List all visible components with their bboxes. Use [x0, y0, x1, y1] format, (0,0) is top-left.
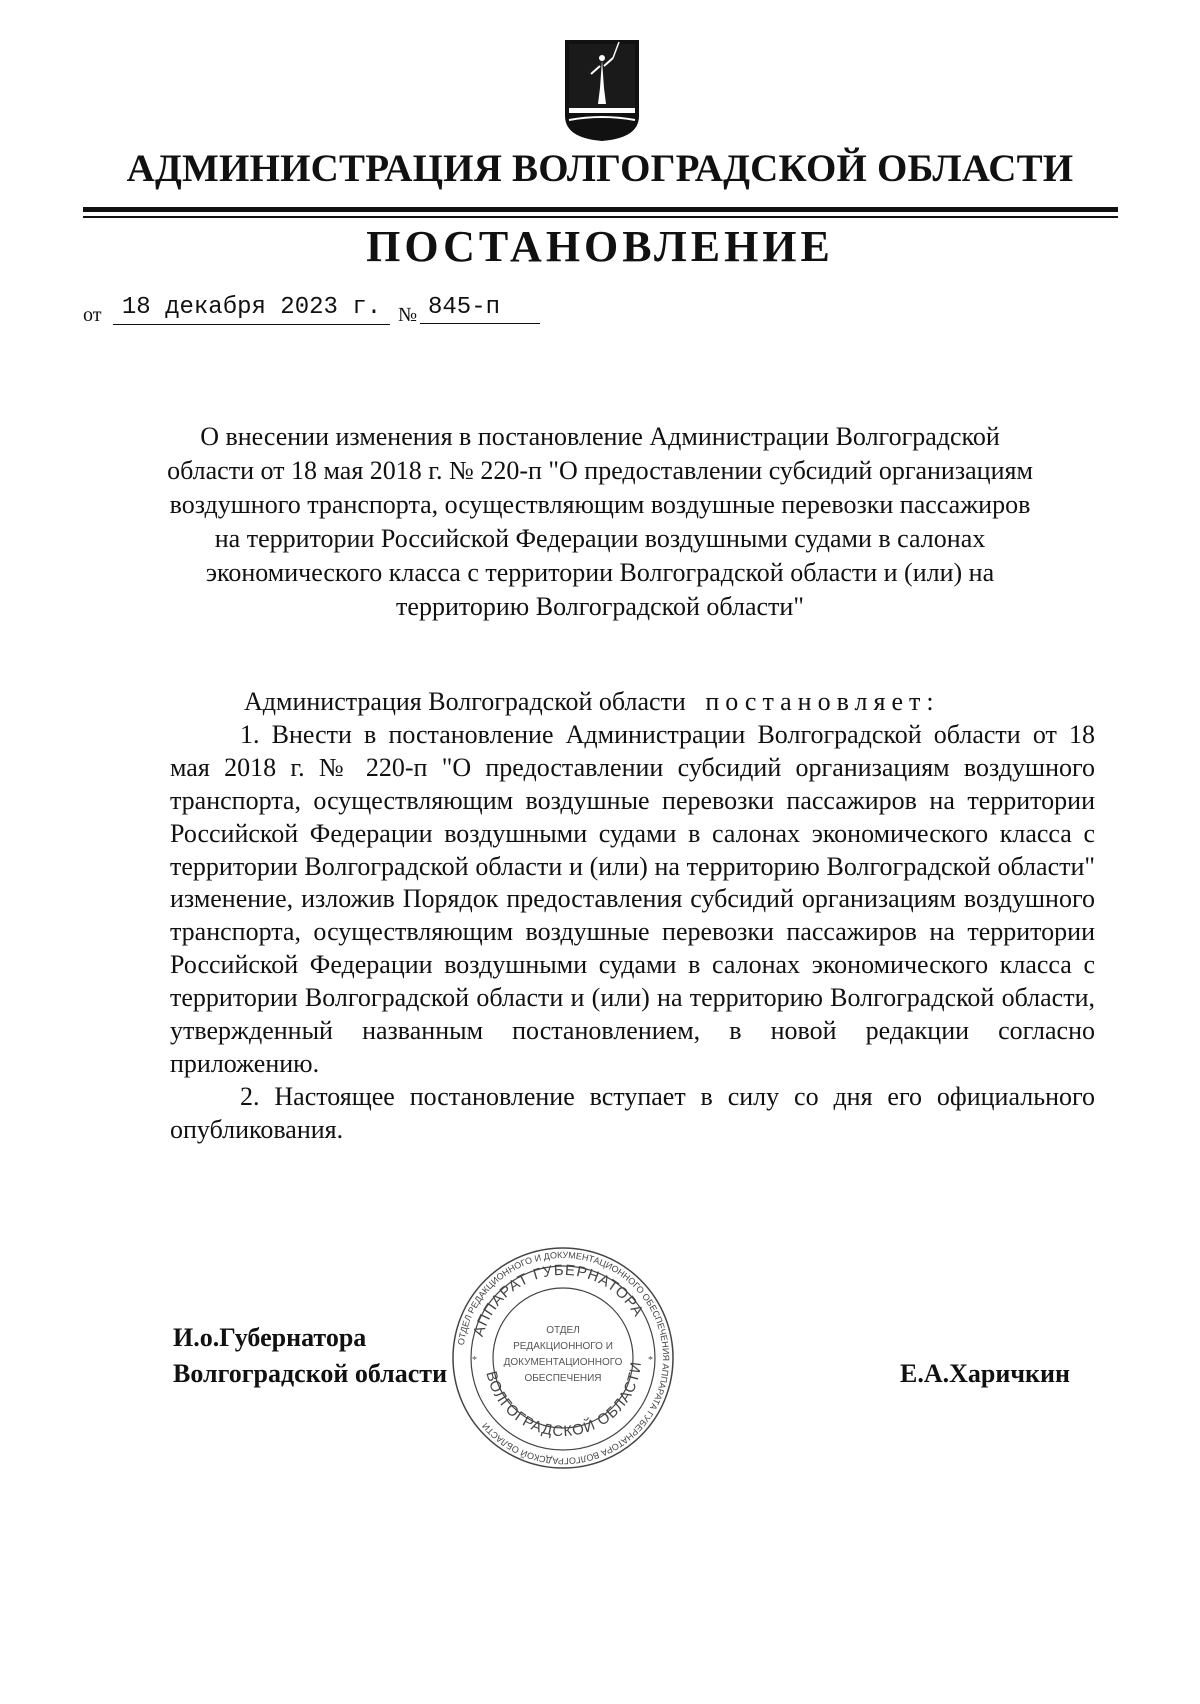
- document-number: 845-п: [420, 294, 540, 324]
- stamp-outer-text: ОТДЕЛ РЕДАКЦИОННОГО И ДОКУМЕНТАЦИОННОГО ОБЕСПЕЧЕНИЯ АППАРАТА ГУБЕРНАТОРА ВОЛГОГРАДСКОЙ ОБЛАСТИ: [455, 1249, 672, 1467]
- number-prefix: №: [398, 304, 418, 326]
- document-type: ПОСТАНОВЛЕНИЕ: [366, 222, 834, 271]
- document-date: [113, 294, 390, 325]
- stamp-center-line3: ДОКУМЕНТАЦИОННОГО: [503, 1357, 623, 1368]
- preamble-verb: постановляет:: [705, 687, 940, 716]
- clause-1: 1. Внести в постановление Администрации Волгоградской области от 18 мая 2018 г. № 220-п "О предоставлении субсидий организациям воздушного транспорта, осуществляющим воздушные перевозки пассажиров на территории Российской Федерации воздушными судами в салонах экономического класса с территории Волгоградской области и (или) на территорию Волгоградской области" изменение, изложив Порядок предоставления субсидий организациям воздушного транспорта, осуществляющим воздушные перевозки пассажиров на территории Российской Федерации воздушными судами в салонах экономического класса с территории Волгоградской области и (или) на территорию Волгоградской области, утвержденный названным постановлением, в новой редакции согласно приложению.: [170, 719, 1095, 1078]
- signatory-position-line2: Волгоградской области: [173, 1359, 448, 1388]
- registration-line: [83, 294, 603, 328]
- signatory-name: Е.А.Харичкин: [900, 1359, 1070, 1388]
- coat-of-arms-icon: [563, 38, 641, 143]
- stamp-ring-bottom: ВОЛГОГРАДСКОЙ ОБЛАСТИ: [482, 1360, 646, 1441]
- stamp-center-line4: ОБЕСПЕЧЕНИЯ: [524, 1373, 602, 1384]
- header-rule-thin: [83, 216, 1118, 218]
- preamble-subject: Администрация Волгоградской области: [244, 687, 686, 716]
- stamp-center-line1: ОТДЕЛ: [546, 1325, 580, 1336]
- organization-title: АДМИНИСТРАЦИЯ ВОЛГОГРАДСКОЙ ОБЛАСТИ: [126, 147, 1074, 190]
- official-stamp: [450, 1245, 676, 1471]
- document-body: [170, 686, 1095, 1147]
- clause-2: 2. Настоящее постановление вступает в силу со дня его официального опубликования.: [170, 1081, 1095, 1144]
- document-date-text: 18 декабря 2023 г.: [121, 294, 382, 321]
- document-subject: О внесении изменения в постановление Администрации Волгоградской области от 18 мая 2018 г. № 220-п "О предоставлении субсидий организациям воздушного транспорта, осуществляющим воздушные перевозки пассажиров на территории Российской Федерации воздушными судами в салонах экономического класса с территории Волгоградской области и (или) на территорию Волгоградской области": [167, 422, 1033, 621]
- stamp-star-left-icon: *: [472, 1355, 477, 1366]
- signatory-position: [173, 1320, 447, 1392]
- stamp-center-line2: РЕДАКЦИОННОГО И: [513, 1341, 613, 1352]
- header-rule-thick: [83, 207, 1118, 212]
- stamp-star-right-icon: *: [648, 1355, 653, 1366]
- date-prefix: от: [83, 304, 102, 326]
- preamble: [170, 686, 1095, 719]
- stamp-ring-top: АППАРАТ ГУБЕРНАТОРА: [470, 1261, 647, 1339]
- signatory-position-line1: И.о.Губернатора: [173, 1323, 367, 1352]
